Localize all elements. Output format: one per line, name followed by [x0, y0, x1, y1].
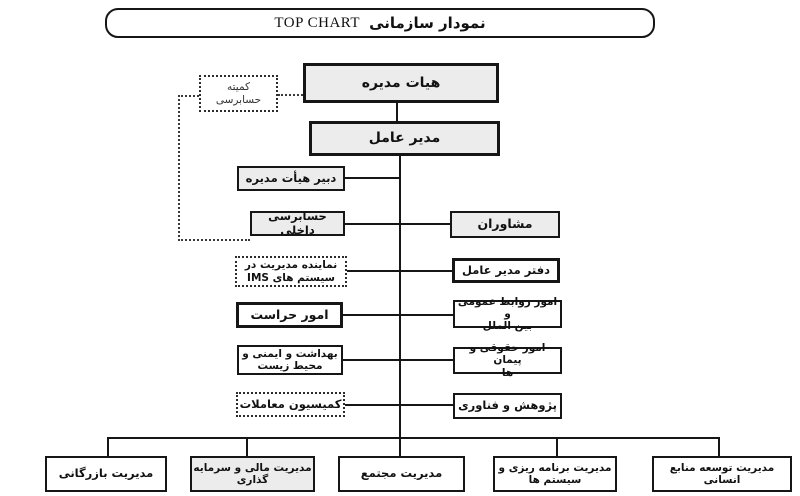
dotted-connector-committee-left — [178, 95, 199, 97]
connector-main-trunk — [399, 156, 401, 456]
node-consultants-label: مشاوران — [477, 216, 533, 232]
node-planning-management-line2: سیستم ها — [528, 474, 582, 486]
connector-bottom-rail — [107, 437, 720, 439]
node-hr-development-management — [652, 456, 792, 492]
connector-internal-audit-consultants — [345, 223, 450, 225]
connector-commission-research — [345, 404, 453, 406]
node-legal — [453, 342, 562, 379]
connector-drop-commerce — [107, 437, 109, 456]
node-legal-line1: امور حقوقی و پیمان — [469, 342, 546, 367]
node-transactions-commission — [236, 392, 345, 417]
chart-title-box — [105, 8, 655, 38]
node-board — [303, 63, 499, 103]
node-hr-development-management-line2: انسانی — [703, 474, 741, 486]
node-complex-management — [338, 456, 465, 492]
node-ims-representative-line2: سیستم های IMS — [247, 271, 335, 284]
node-audit-committee-line1: کمیته — [226, 81, 251, 94]
node-hse — [237, 345, 343, 375]
node-ceo-office — [452, 258, 560, 283]
node-internal-audit — [250, 211, 345, 236]
node-security — [236, 302, 343, 328]
node-consultants — [450, 211, 560, 238]
node-commerce-management — [45, 456, 167, 492]
node-ims-representative-line1: نماینده مدیریت در — [244, 259, 338, 272]
node-finance-management-line1: مدیریت مالی و سرمایه — [193, 461, 312, 474]
dotted-connector-vertical — [178, 95, 180, 241]
node-ceo — [309, 121, 500, 156]
node-planning-management — [493, 456, 617, 492]
chart-title-persian: نمودار سازمانی — [369, 14, 486, 32]
node-ceo-office-label: دفتر مدیر عامل — [461, 262, 551, 277]
connector-drop-finance — [246, 437, 248, 456]
node-board-secretary — [237, 166, 345, 191]
connector-hse-legal — [343, 359, 453, 361]
node-audit-committee — [199, 75, 278, 112]
node-legal-line2: ها — [501, 366, 514, 379]
connector-ims-ceo-office — [347, 270, 452, 272]
node-transactions-commission-label: کمیسیون معاملات — [239, 396, 342, 411]
node-finance-management-line2: گذاری — [236, 474, 269, 486]
node-research — [453, 393, 562, 419]
chart-title-english: TOP CHART — [274, 14, 361, 31]
node-security-label: امور حراست — [250, 306, 329, 322]
node-public-relations — [453, 295, 562, 333]
node-hr-development-management-line1: مدیریت توسعه منابع — [669, 461, 775, 474]
node-hse-line2: محیط زیست — [257, 360, 323, 372]
node-complex-management-label: مدیریت مجتمع — [360, 466, 443, 481]
node-public-relations-line1: امور روابط عمومی و — [457, 295, 558, 320]
node-ceo-label: مدیر عامل — [368, 130, 441, 147]
node-audit-committee-line2: حسابرسی — [215, 93, 262, 106]
connector-board-secretary — [345, 177, 400, 179]
node-internal-audit-label: حسابرسی داخلی — [268, 209, 327, 237]
node-board-label: هیات مدیره — [361, 74, 441, 91]
connector-drop-planning — [556, 437, 558, 456]
connector-board-ceo — [396, 103, 398, 122]
connector-drop-hr — [718, 437, 720, 456]
node-planning-management-line1: مدیریت برنامه ریزی و — [498, 461, 612, 474]
node-public-relations-line2: بین الملل — [482, 320, 533, 333]
connector-security-pr — [343, 314, 453, 316]
node-board-secretary-label: دبیر هیأت مدیره — [245, 170, 337, 185]
dotted-connector-committee-board — [278, 94, 303, 96]
node-hse-line1: بهداشت و ایمنی و — [242, 347, 338, 360]
dotted-connector-internal-audit — [178, 239, 250, 241]
node-research-label: پژوهش و فناوری — [458, 398, 557, 413]
node-finance-management — [190, 456, 315, 492]
node-commerce-management-label: مدیریت بازرگانی — [58, 466, 154, 481]
node-ims-representative — [235, 256, 347, 287]
